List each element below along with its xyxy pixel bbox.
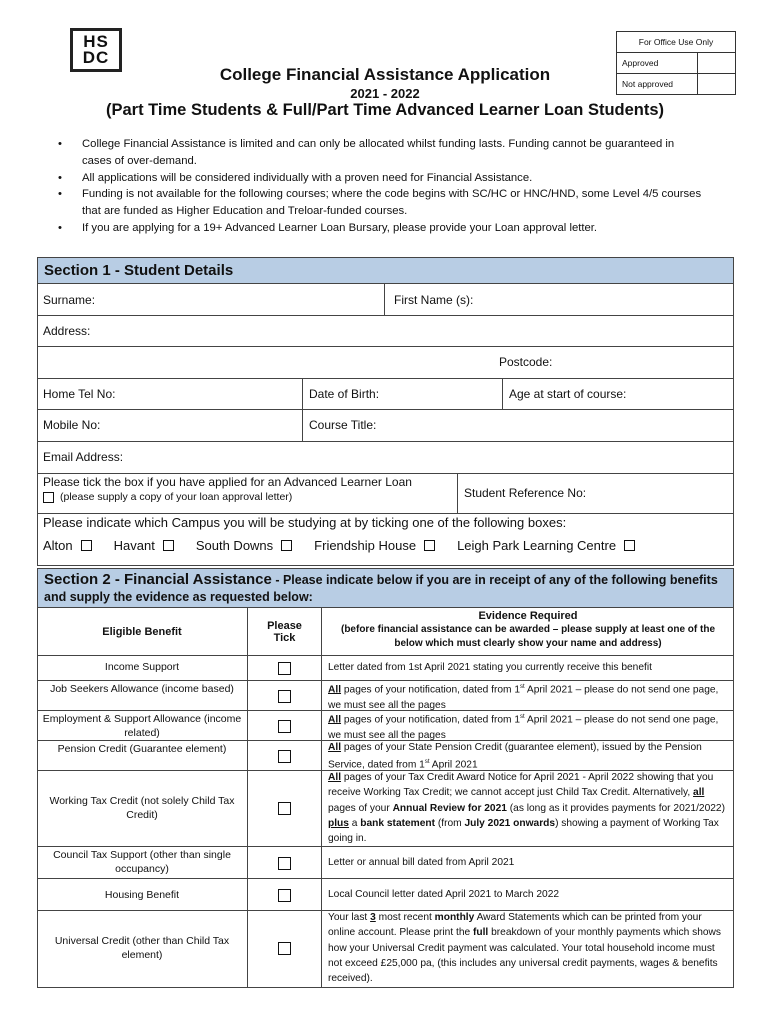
course-title-field[interactable] [303,409,733,441]
benefit-checkbox[interactable] [278,690,291,703]
age-field[interactable] [503,378,733,409]
home-tel-label: Home Tel No: [43,386,116,401]
loan-line-1: Please tick the box if you have applied for an Advanced Learner Loan [43,475,412,489]
campus-south-downs-checkbox[interactable] [281,540,292,551]
surname-label: Surname: [43,292,96,307]
campus-alton-checkbox[interactable] [81,540,92,551]
bullet-item: • All applications will be considered individually with a proven need for Financial Assistance. [56,170,706,187]
benefit-name: Income Support [104,661,180,673]
section2-heading [37,568,734,608]
address-label: Address: [43,323,91,338]
office-use-box [616,31,736,95]
benefit-name: Employment & Support Allowance (income related) [42,713,242,739]
benefit-evidence: All pages of your notification, dated from 1st April 2021 – please do not send one page, we must see all the pages [328,714,719,741]
col-evidence-title: Evidence Required [478,610,578,622]
mobile-label: Mobile No: [43,418,101,432]
first-name-label: First Name (s): [394,292,474,307]
student-ref-field[interactable] [458,473,734,513]
benefit-evidence: All pages of your notification, dated from 1st April 2021 – please do not send one page, we must see all the pages [328,684,719,711]
mobile-field[interactable] [37,409,302,441]
benefit-name: Pension Credit (Guarantee element) [57,743,227,755]
benefit-name: Housing Benefit [104,889,180,901]
postcode-field[interactable] [493,346,693,378]
campus-havant-label: Havant [113,538,155,553]
course-title-label: Course Title: [309,418,377,432]
col-evidence-header [322,609,734,651]
campus-south-downs-label: South Downs [195,538,274,553]
campus-prompt: Please indicate which Campus you will be studying at by ticking one of the following boxes: [43,515,567,530]
address-field[interactable] [37,315,734,346]
benefit-evidence: Local Council letter dated April 2021 to March 2022 [328,889,560,900]
email-field[interactable] [37,441,734,473]
campus-leigh-park-checkbox[interactable] [624,540,635,551]
section2-heading-title: Section 2 - Financial Assistance [44,571,272,588]
campus-friendship-house-checkbox[interactable] [424,540,435,551]
section2-heading-text: - Please indicate below if you are in receipt of any of the following benefits and supply the evidence as requested below: [44,573,718,604]
email-label: Email Address: [43,450,124,464]
office-approved-label: Approved [617,53,698,74]
form-year: 2021 - 2022 [350,86,420,101]
col-tick-header: Please Tick [267,619,302,644]
benefit-evidence: All pages of your Tax Credit Award Notice for April 2021 - April 2022 showing that you receive Working Tax Credit; we cannot accept just Child Tax Credit. Alternatively, all pages of your Annual Review for 2021 (as long as it provides payments for 2021/2022) plus a bank statement (from July 2021 onwards) showing a payment of Working Tax going in. [328,772,725,845]
col-benefit-header: Eligible Benefit [102,625,182,638]
benefit-evidence: Letter or annual bill dated from April 2021 [328,857,515,868]
benefit-checkbox[interactable] [278,942,291,955]
logo-line-1: HS [83,32,109,51]
campus-havant-checkbox[interactable] [163,540,174,551]
benefit-checkbox[interactable] [278,857,291,870]
benefit-name: Job Seekers Allowance (income based) [50,683,234,695]
office-use-heading: For Office Use Only [617,32,736,53]
benefit-name: Council Tax Support (other than single occupancy) [53,849,231,875]
benefit-name: Working Tax Credit (not solely Child Tax Credit) [49,795,235,821]
dob-field[interactable] [303,378,502,409]
benefit-evidence: All pages of your State Pension Credit (guarantee element), issued by the Pension Service, dated from 1st April 2021 [328,742,702,771]
section1-heading: Section 1 - Student Details [37,257,734,284]
benefit-checkbox[interactable] [278,720,291,733]
student-ref-label: Student Reference No: [464,486,587,500]
office-not-approved-label: Not approved [617,74,698,95]
benefit-checkbox[interactable] [278,802,291,815]
logo-line-2: DC [82,48,110,67]
bullet-item: • College Financial Assistance is limited and can only be allocated whilst funding lasts. Funding cannot be guaranteed in cases of over-demand. [56,136,706,170]
home-tel-field[interactable] [37,378,302,409]
dob-label: Date of Birth: [309,386,380,401]
campus-friendship-house-label: Friendship House [314,538,417,553]
benefit-checkbox[interactable] [278,889,291,902]
bullet-item: • Funding is not available for the following courses; where the code begins with SC/HC or HNC/HND, some Level 4/5 courses that are funded as Higher Education and Treloar-funded courses. [56,186,706,220]
loan-question [43,475,455,503]
campus-leigh-park-label: Leigh Park Learning Centre [457,538,617,553]
first-name-field[interactable] [388,284,728,315]
office-approved-field[interactable] [698,53,736,74]
campus-alton-label: Alton [43,538,73,553]
form-subtitle: (Part Time Students & Full/Part Time Advanced Learner Loan Students) [105,101,665,119]
loan-checkbox[interactable] [43,492,54,503]
office-not-approved-field[interactable] [698,74,736,95]
age-label: Age at start of course: [509,386,627,401]
loan-line-2: (please supply a copy of your loan approval letter) [60,491,293,503]
hsdc-logo [70,28,122,72]
bullet-item: • If you are applying for a 19+ Advanced Learner Loan Bursary, please provide your Loan approval letter. [56,220,706,237]
info-bullets [56,136,706,237]
benefit-evidence: Letter dated from 1st April 2021 stating you currently receive this benefit [328,662,652,673]
form-title: College Financial Assistance Application [219,65,551,84]
benefit-name: Universal Credit (other than Child Tax element) [54,935,230,961]
benefit-checkbox[interactable] [278,750,291,763]
postcode-label: Postcode: [499,355,553,369]
col-evidence-subtitle: (before financial assistance can be awarded – please supply at least one of the below which must clearly show your name and address) [340,624,716,649]
campus-options [43,538,733,553]
surname-field[interactable] [37,284,384,315]
benefit-evidence: Your last 3 most recent monthly Award Statements which can be printed from your online account. Please print the full breakdown of your monthly payments which shows how your Universal Credit payment was calculated. Your total household income must not exceed £25,000 pa, (this includes any universal credit payments, wages & benefits received). [328,912,721,985]
benefit-checkbox[interactable] [278,662,291,675]
